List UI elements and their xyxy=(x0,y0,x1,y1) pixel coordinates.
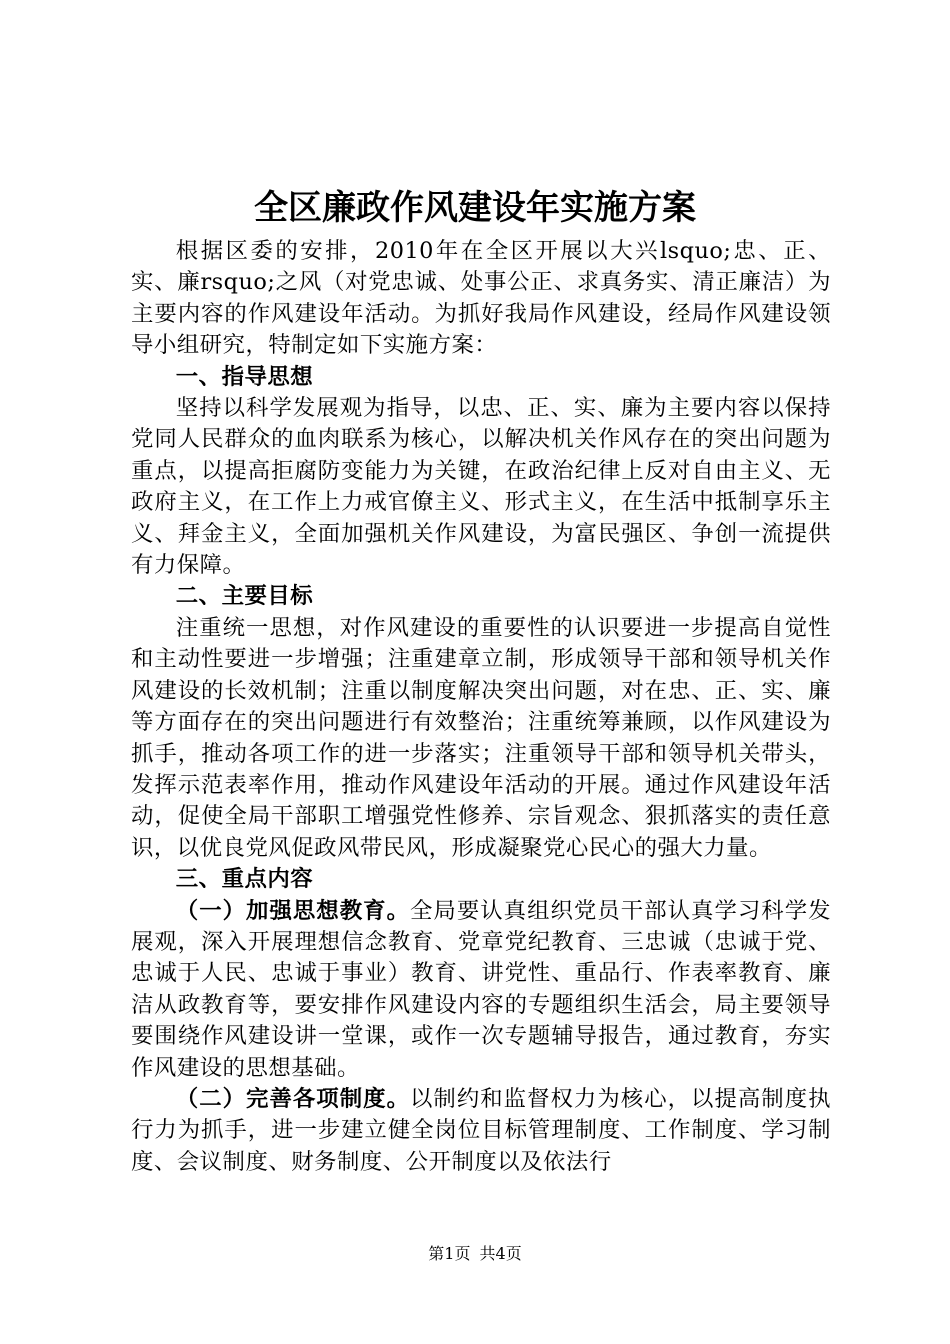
page-footer xyxy=(0,1243,950,1265)
section-heading-guiding-ideology: 一、指导思想 xyxy=(175,363,314,390)
page-number: 第1页 xyxy=(428,1244,471,1263)
document-title: 全区廉政作风建设年实施方案 xyxy=(254,188,696,228)
intro-paragraph: 根据区委的安排，2010年在全区开展以大兴lsquo;忠、正、实、廉rsquo;之风（对党忠诚、处事公正、求真务实、清正廉洁）为主要内容的作风建设年活动。为抓好我局作风建设，经局作风建设领导小组研究，特制定如下实施方案： xyxy=(131,238,831,359)
item-text-systems: 以制约和监督权力为核心，以提高制度执行力为抓手，进一步建立健全岗位目标管理制度、工作制度、学习制度、会议制度、财务制度、公开制度以及依法行 xyxy=(131,1085,831,1175)
key-content-item-systems xyxy=(131,1084,831,1178)
section-heading-main-goals: 二、主要目标 xyxy=(175,583,314,610)
section-paragraph-guiding-ideology: 坚持以科学发展观为指导，以忠、正、实、廉为主要内容以保持党同人民群众的血肉联系为核心，以解决机关作风存在的突出问题为重点，以提高拒腐防变能力为关键，在政治纪律上反对自由主义、无政府主义，在工作上力戒官僚主义、形式主义，在生活中抵制享乐主义、拜金主义，全面加强机关作风建设，为富民强区、争创一流提供有力保障。 xyxy=(131,395,831,579)
document-body xyxy=(131,236,831,1178)
key-content-item-education xyxy=(131,896,831,1084)
section-paragraph-main-goals: 注重统一思想，对作风建设的重要性的认识要进一步提高自觉性和主动性要进一步增强；注重建章立制，形成领导干部和领导机关作风建设的长效机制；注重以制度解决突出问题，对在忠、正、实、廉等方面存在的突出问题进行有效整治；注重统筹兼顾，以作风建设为抓手，推动各项工作的进一步落实；注重领导干部和领导机关带头，发挥示范表率作用，推动作风建设年活动的开展。通过作风建设年活动，促使全局干部职工增强党性修养、宗旨观念、狠抓落实的责任意识，以优良党风促政风带民风，形成凝聚党心民心的强大力量。 xyxy=(131,614,831,861)
item-text-education: 全局要认真组织党员干部认真学习科学发展观，深入开展理想信念教育、党章党纪教育、三忠诚（忠诚于党、忠诚于人民、忠诚于事业）教育、讲党性、重品行、作表率教育、廉洁从政教育等，要安排作风建设内容的专题组织生活会，局主要领导要围绕作风建设讲一堂课，或作一次专题辅导报告，通过教育，夯实作风建设的思想基础。 xyxy=(131,897,832,1081)
page-total: 共4页 xyxy=(479,1244,522,1263)
item-lead-education: （一）加强思想教育。 xyxy=(175,897,410,924)
section-heading-key-content: 三、重点内容 xyxy=(175,866,314,893)
item-lead-systems: （二）完善各项制度。 xyxy=(175,1085,410,1112)
